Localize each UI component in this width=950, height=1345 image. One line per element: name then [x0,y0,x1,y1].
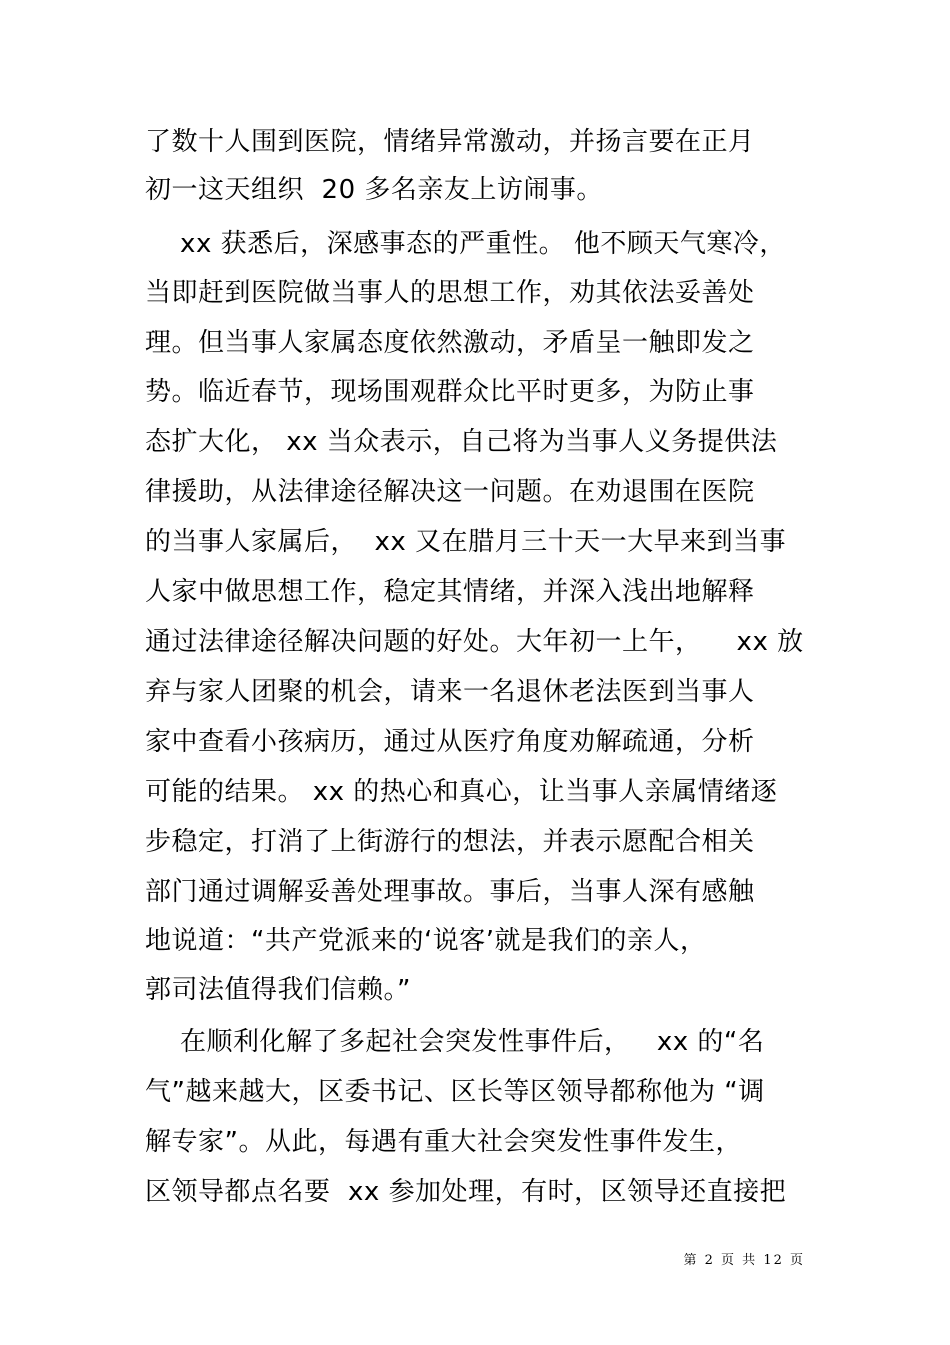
text-line: 可能的结果。 xx 的热心和真心，让当事人亲属情绪逐 [145,777,778,807]
text-line: 步稳定，打消了上街游行的想法，并表示愿配合相关 [145,827,755,857]
text-line: 势。临近春节，现场围观群众比平时更多，为防止事 [145,377,755,407]
text-line: 郭司法值得我们信赖。” [145,975,411,1005]
text-line: 了数十人围到医院，情绪异常激动，并扬言要在正月 [145,127,755,157]
text-line: 地说道：“共产党派来的‘说客’就是我们的亲人， [145,926,707,956]
text-line: xx 获悉后，深感事态的严重性。 他不顾天气寒冷， [145,229,786,259]
text-line: 的当事人家属后， xx 又在腊月三十天一大早来到当事 [145,527,787,557]
text-line: 气”越来越大，区委书记、区长等区领导都称他为 “调 [145,1077,765,1107]
text-line: 在顺利化解了多起社会突发性事件后， xx 的“名 [145,1027,765,1057]
text-line: 通过法律途径解决问题的好处。大年初一上午， xx 放 [145,627,804,657]
text-line: 态扩大化， xx 当众表示，自己将为当事人义务提供法 [145,427,778,457]
text-line: 解专家”。从此，每遇有重大社会突发性事件发生， [145,1127,742,1157]
text-line: 家中查看小孩病历，通过从医疗角度劝解疏通，分析 [145,727,755,757]
text-line: 理。但当事人家属态度依然激动，矛盾呈一触即发之 [145,328,755,358]
text-line: 当即赶到医院做当事人的思想工作，劝其依法妥善处 [145,278,755,308]
text-line: 区领导都点名要 xx 参加处理，有时，区领导还直接把 [145,1177,787,1207]
page-number: 第 2 页 共 12 页 [683,1253,805,1268]
text-line: 律援助，从法律途径解决这一问题。在劝退围在医院 [145,477,755,507]
text-line: 人家中做思想工作，稳定其情绪，并深入浅出地解释 [145,577,755,607]
text-line: 部门通过调解妥善处理事故。事后，当事人深有感触 [145,877,755,907]
text-line: 弃与家人团聚的机会，请来一名退休老法医到当事人 [145,677,755,707]
text-line: 初一这天组织 20 多名亲友上访闹事。 [145,175,603,205]
